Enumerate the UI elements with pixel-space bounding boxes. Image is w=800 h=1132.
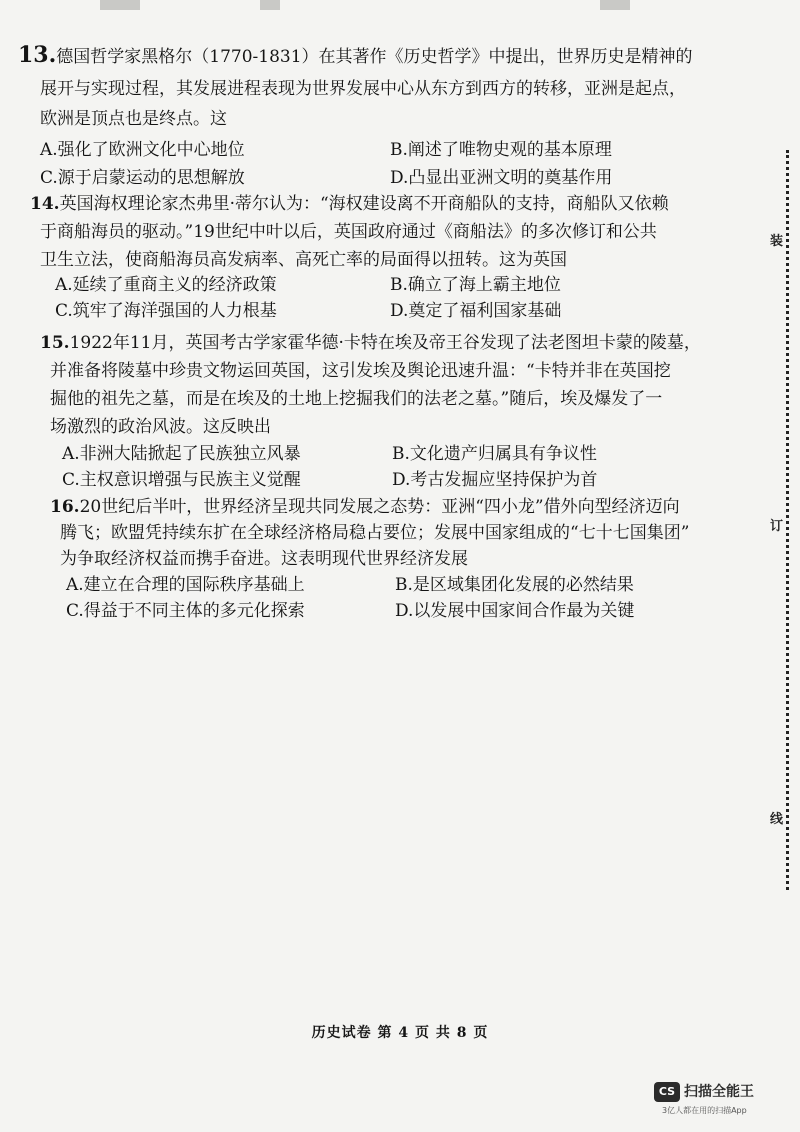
binding-char-xian: 线 [770,808,783,827]
question-number: 16.20世纪后半叶，世界经济呈现共同发展之态势：亚洲“四小龙”借外向型经济迈向 [50,497,680,517]
stem-line: 于商船海员的驱动。”19世纪中叶以后，英国政府通过《商船法》的多次修订和公共 [40,222,657,242]
camscanner-logo-icon: CS [654,1082,680,1102]
watermark-subtitle: 3亿人都在用的扫描App [662,1106,747,1115]
binding-char-zhuang: 装 [770,230,783,249]
stem-line: 场激烈的政治风波。这反映出 [50,417,271,437]
question-number: 14.英国海权理论家杰弗里·蒂尔认为：“海权建设离不开商船队的支持，商船队又依赖 [30,194,669,214]
watermark-name: 扫描全能王 [684,1084,754,1100]
option-c: C.主权意识增强与民族主义觉醒 [62,470,301,490]
stem-line: 掘他的祖先之墓，而是在埃及的土地上挖掘我们的法老之墓。”随后，埃及爆发了一 [50,389,663,409]
stem-line: 腾飞；欧盟凭持续东扩在全球经济格局稳占要位；发展中国家组成的“七十七国集团” [60,523,690,543]
question-number: 13.德国哲学家黑格尔（1770-1831）在其著作《历史哲学》中提出，世界历史是精神的 [18,42,693,68]
stem-line: 为争取经济权益而携手奋进。这表明现代世界经济发展 [60,549,468,569]
option-c: C.得益于不同主体的多元化探索 [66,601,305,621]
stem-line: 卫生立法，使商船海员高发病率、高死亡率的局面得以扭转。这为英国 [40,250,567,270]
option-c: C.筑牢了海洋强国的人力根基 [55,301,277,321]
scan-artifact [260,0,280,10]
stem-line: 20世纪后半叶，世界经济呈现共同发展之态势：亚洲“四小龙”借外向型经济迈向 [79,497,680,517]
question-number: 15.1922年11月，英国考古学家霍华德·卡特在埃及帝王谷发现了法老图坦卡蒙的陵墓， [40,333,701,353]
binding-margin [764,0,800,1000]
stem-line: 并准备将陵墓中珍贵文物运回英国，这引发埃及舆论迅速升温：“卡特并非在英国挖 [50,361,671,381]
binding-dotted-line [786,150,789,890]
page-footer: 历史试卷 第 4 页 共 8 页 [311,1025,489,1041]
option-d: D.奠定了福利国家基础 [390,301,562,321]
option-a: A.延续了重商主义的经济政策 [55,275,277,295]
option-b: B.阐述了唯物史观的基本原理 [390,140,612,160]
option-d: D.以发展中国家间合作最为关键 [395,601,635,621]
scanner-watermark [654,1082,794,1122]
stem-line: 展开与实现过程，其发展进程表现为世界发展中心从东方到西方的转移，亚洲是起点， [40,79,686,99]
option-c: C.源于启蒙运动的思想解放 [40,168,245,188]
option-d: D.考古发掘应坚持保护为首 [392,470,598,490]
stem-line: 1922年11月，英国考古学家霍华德·卡特在埃及帝王谷发现了法老图坦卡蒙的陵墓， [69,333,701,353]
stem-line: 欧洲是顶点也是终点。这 [40,109,227,129]
stem-line: 德国哲学家黑格尔（1770-1831）在其著作《历史哲学》中提出，世界历史是精神的 [56,47,693,67]
scan-artifact [600,0,630,10]
option-a: A.建立在合理的国际秩序基础上 [66,575,305,595]
option-a: A.非洲大陆掀起了民族独立风暴 [62,444,301,464]
option-a: A.强化了欧洲文化中心地位 [40,140,245,160]
stem-line: 英国海权理论家杰弗里·蒂尔认为：“海权建设离不开商船队的支持，商船队又依赖 [59,194,669,214]
option-b: B.确立了海上霸主地位 [390,275,561,295]
binding-char-ding: 订 [770,515,783,534]
option-b: B.文化遗产归属具有争议性 [392,444,597,464]
option-d: D.凸显出亚洲文明的奠基作用 [390,168,613,188]
scan-artifact [100,0,140,10]
option-b: B.是区域集团化发展的必然结果 [395,575,634,595]
